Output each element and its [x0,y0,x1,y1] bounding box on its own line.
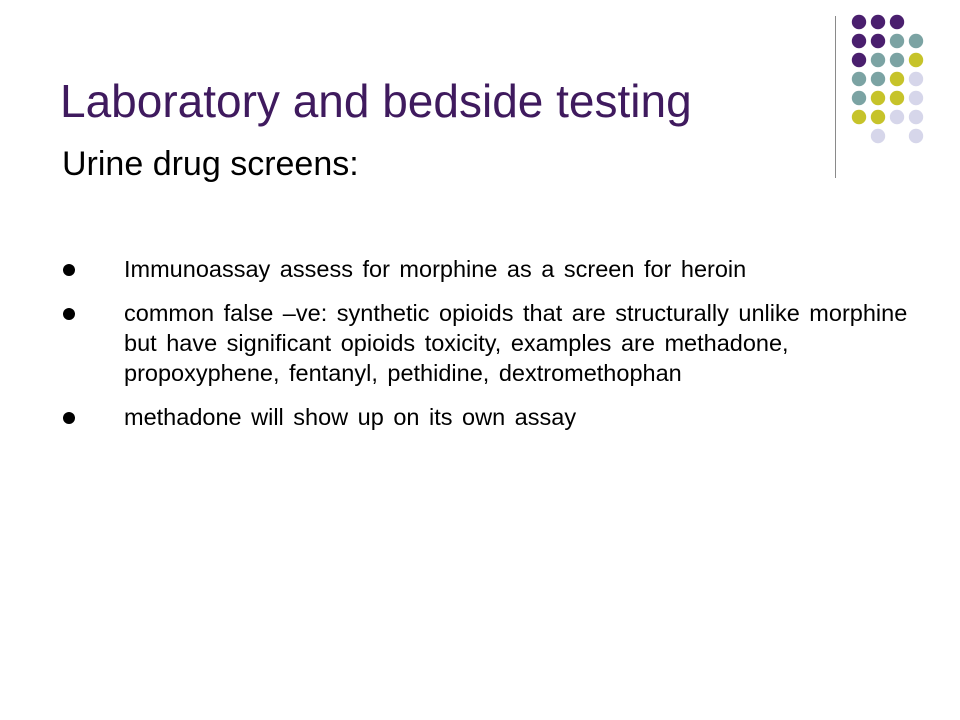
decorative-dot [890,110,904,124]
decorative-dot [909,129,923,143]
decorative-dot [890,15,904,29]
decorative-dot [909,72,923,86]
bullet-item: Immunoassay assess for morphine as a screen for heroin [62,254,922,284]
slide-subtitle: Urine drug screens: [62,145,359,183]
decorative-dot [871,110,885,124]
decorative-dot [909,34,923,48]
divider-line [835,16,836,178]
bullet-item: common false –ve: synthetic opioids that are structurally unlike morphine but have significant opioids toxicity, examples are methadone, propoxyphene, fentanyl, pethidine, dextromethophan [62,298,922,388]
decorative-dot [890,72,904,86]
decorative-dot [871,15,885,29]
decorative-dot [871,72,885,86]
decorative-dot [852,53,866,67]
decorative-dot [890,53,904,67]
decorative-dot [852,91,866,105]
decorative-dot [871,129,885,143]
bullet-item: methadone will show up on its own assay [62,402,922,432]
decorative-dot [871,34,885,48]
decorative-dot [852,110,866,124]
decorative-dot [871,91,885,105]
decorative-dot [852,34,866,48]
decorative-dot [890,34,904,48]
decorative-dot [909,53,923,67]
slide-title: Laboratory and bedside testing [60,75,692,127]
decorative-dot [852,72,866,86]
decorative-dot [890,91,904,105]
decorative-dot [909,91,923,105]
bullet-list [62,254,922,446]
decorative-dot [852,15,866,29]
decorative-dot [871,53,885,67]
decorative-dot [909,110,923,124]
